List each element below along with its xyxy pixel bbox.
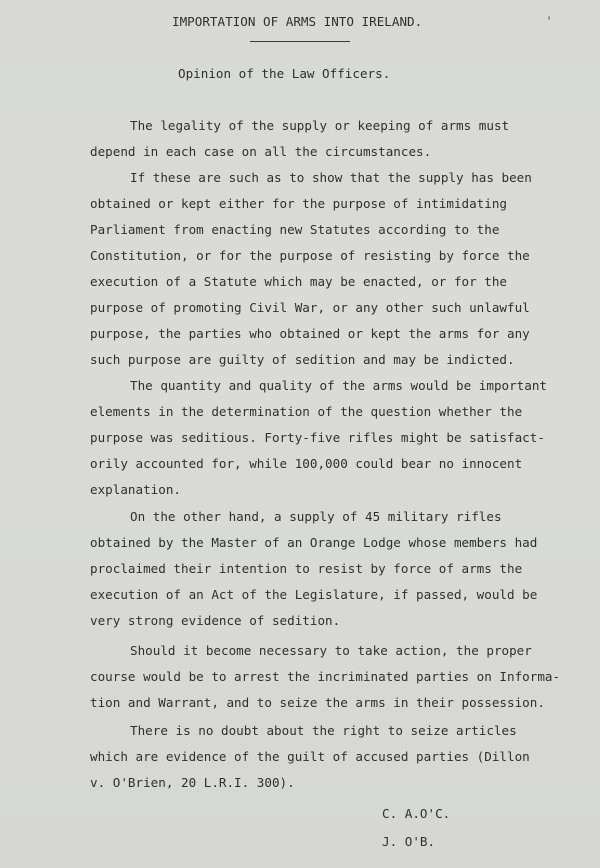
text-line: Constitution, or for the purpose of resisting by force the <box>90 248 530 263</box>
text-line: obtained or kept either for the purpose of intimidating <box>90 196 508 211</box>
text-line: purpose, the parties who obtained or kept the arms for any <box>90 326 530 341</box>
text-line: obtained by the Master of an Orange Lodge whose members had <box>90 535 538 550</box>
text-line: v. O'Brien, 20 L.R.I. 300). <box>90 775 295 790</box>
text-line: There is no doubt about the right to seize articles <box>130 723 517 738</box>
text-line: which are evidence of the guilt of accused parties (Dillon <box>90 749 530 764</box>
text-line: Should it become necessary to take action, the proper <box>130 643 532 658</box>
text-line: If these are such as to show that the supply has been <box>130 170 532 185</box>
margin-mark: ' <box>544 13 554 29</box>
text-line: very strong evidence of sedition. <box>90 613 341 628</box>
title-underline <box>250 41 350 42</box>
text-line: explanation. <box>90 482 181 497</box>
text-line: purpose of promoting Civil War, or any other such unlawful <box>90 300 530 315</box>
text-line: depend in each case on all the circumstances. <box>90 144 432 159</box>
text-line: course would be to arrest the incriminated parties on Informa- <box>90 669 561 684</box>
signature-initials: C. A.O'C. <box>382 806 451 821</box>
text-line: elements in the determination of the question whether the <box>90 404 523 419</box>
document-subtitle: Opinion of the Law Officers. <box>178 66 391 81</box>
text-line: execution of a Statute which may be enacted, or for the <box>90 274 508 289</box>
text-line: proclaimed their intention to resist by force of arms the <box>90 561 523 576</box>
signature-initials: J. O'B. <box>382 834 436 849</box>
text-line: The legality of the supply or keeping of arms must <box>130 118 510 133</box>
text-line: purpose was seditious. Forty-five rifles might be satisfact- <box>90 430 545 445</box>
document-title: IMPORTATION OF ARMS INTO IRELAND. <box>172 14 423 29</box>
text-line: such purpose are guilty of sedition and may be indicted. <box>90 352 515 367</box>
text-line: execution of an Act of the Legislature, if passed, would be <box>90 587 538 602</box>
text-line: On the other hand, a supply of 45 military rifles <box>130 509 502 524</box>
text-line: tion and Warrant, and to seize the arms in their possession. <box>90 695 545 710</box>
text-line: The quantity and quality of the arms would be important <box>130 378 548 393</box>
text-line: Parliament from enacting new Statutes according to the <box>90 222 500 237</box>
text-line: orily accounted for, while 100,000 could bear no innocent <box>90 456 523 471</box>
